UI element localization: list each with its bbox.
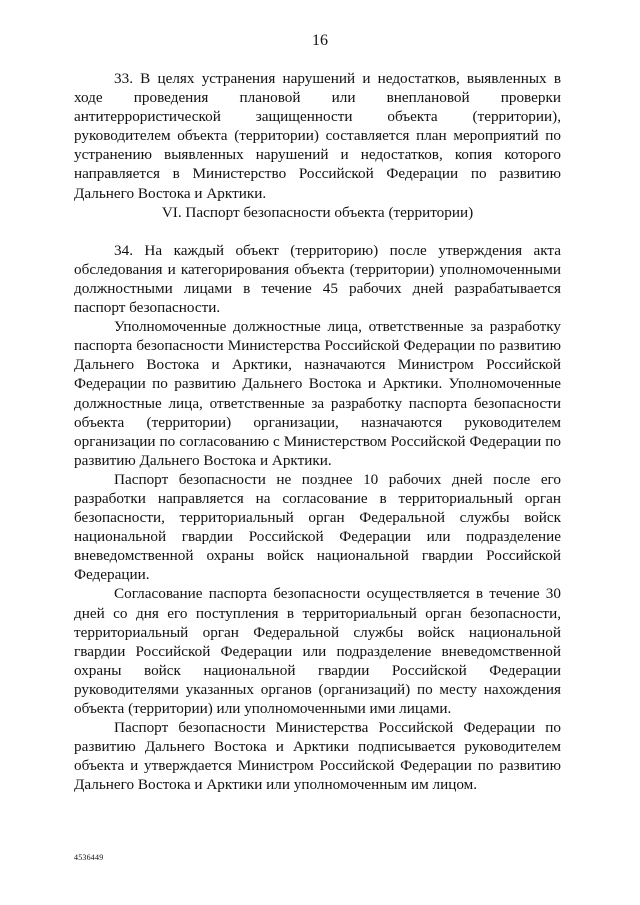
paragraph-33: 33. В целях устранения нарушений и недостатков, выявленных в ходе проведения плановой или внеплановой проверки антитеррористической защищенности объекта (территории), руководителем объекта (территории) составляется план мероприятий по устранению выявленных нарушений и недостатков, копия которого направляется в Министерство Российской Федерации по развитию Дальнего Востока и Арктики. (74, 70, 561, 202)
paragraph-passport-approval: Согласование паспорта безопасности осуществляется в течение 30 дней со дня его поступления в территориальный орган безопасности, территориальный орган Федеральной службы войск национальной гвардии Российской Федерации или подразделение вневедомственной охраны войск национальной гвардии Российской Федерации руководителями указанных органов (организаций) по месту нахождения объекта (территории) или уполномоченными ими лицами. (74, 585, 561, 717)
footer-code: 4536449 (74, 853, 104, 862)
paragraph-passport-signing: Паспорт безопасности Министерства Российской Федерации по развитию Дальнего Востока и Арктики подписывается руководителем объекта и утверждается Министром Российской Федерации по развитию Дальнего Востока и Арктики или уполномоченным им лицом. (74, 719, 561, 794)
section-heading: VI. Паспорт безопасности объекта (территории) (161, 203, 474, 221)
paragraph-responsible-officials: Уполномоченные должностные лица, ответственные за разработку паспорта безопасности Министерства Российской Федерации по развитию Дальнего Востока и Арктики, назначаются Министром Российской Федерации по развитию Дальнего Востока и Арктики. Уполномоченные должностные лица, ответственные за разработку паспорта безопасности объекта (территории) организации, назначаются руководителем организации по согласованию с Министерством Российской Федерации по развитию Дальнего Востока и Арктики. (74, 318, 561, 469)
document-body (74, 69, 561, 794)
paragraph-passport-submission: Паспорт безопасности не позднее 10 рабочих дней после его разработки направляется на согласование в территориальный орган безопасности, территориальный орган Федеральной службы войск национальной гвардии Российской Федерации или подразделение вневедомственной охраны войск национальной гвардии Российской Федерации. (74, 470, 561, 584)
paragraph-34: 34. На каждый объект (территорию) после утверждения акта обследования и категорирования объекта (территории) уполномоченными должностными лицами в течение 45 рабочих дней разрабатывается паспорт безопасности. (74, 241, 561, 317)
page-number: 16 (312, 32, 328, 49)
